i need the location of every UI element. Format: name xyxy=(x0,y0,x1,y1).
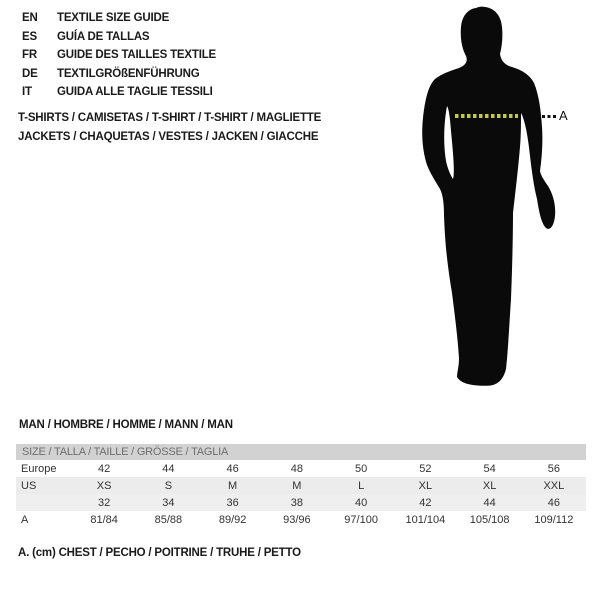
size-cell: 105/108 xyxy=(469,513,510,526)
size-cell: 81/84 xyxy=(90,513,118,526)
product-type-line: T-SHIRTS / CAMISETAS / T-SHIRT / T-SHIRT / MAGLIETTE xyxy=(18,112,322,124)
size-cell: 44 xyxy=(483,496,496,509)
size-cell: S xyxy=(164,479,173,492)
size-cell: XL xyxy=(482,479,497,492)
product-type-line: JACKETS / CHAQUETAS / VESTES / JACKEN / GIACCHE xyxy=(18,131,319,143)
product-type-list xyxy=(18,109,321,147)
size-cell: 44 xyxy=(162,462,175,475)
language-code: EN xyxy=(22,12,38,25)
language-row-fr xyxy=(22,46,216,65)
language-label: GUIDA ALLE TAGLIE TESSILI xyxy=(57,86,213,99)
language-code: IT xyxy=(22,86,32,99)
size-cell: 40 xyxy=(355,496,368,509)
language-code: ES xyxy=(22,30,37,43)
size-cell: 89/92 xyxy=(218,513,247,526)
language-row-es xyxy=(22,28,216,47)
language-label: TEXTILGRÖßENFÜHRUNG xyxy=(57,67,200,80)
section-title-man: MAN / HOMBRE / HOMME / MANN / MAN xyxy=(19,419,233,431)
size-cell: M xyxy=(292,479,302,492)
size-cell: 42 xyxy=(419,496,432,509)
language-code: FR xyxy=(22,49,37,62)
size-cell: 52 xyxy=(419,462,432,475)
size-cell: 42 xyxy=(98,462,111,475)
size-cell: L xyxy=(358,479,365,492)
size-cell: 32 xyxy=(98,496,111,509)
size-cell: 48 xyxy=(290,462,303,475)
size-table-body xyxy=(16,460,586,528)
size-cell: 97/100 xyxy=(344,513,378,526)
size-cell: 46 xyxy=(547,496,560,509)
man-silhouette-shape xyxy=(422,7,555,386)
table-row xyxy=(16,494,586,511)
size-cell: 54 xyxy=(483,462,496,475)
measure-pointer-dashes xyxy=(542,115,557,118)
size-cell: 56 xyxy=(547,462,560,475)
row-label: US xyxy=(21,479,37,492)
language-label: TEXTILE SIZE GUIDE xyxy=(57,12,170,25)
table-row xyxy=(16,511,586,528)
size-cell: 38 xyxy=(290,496,303,509)
row-label: Europe xyxy=(21,462,57,475)
chest-measure-dashed-line xyxy=(455,114,518,118)
size-cell: 101/104 xyxy=(405,513,446,526)
size-cell: XS xyxy=(96,479,112,492)
size-table-header: SIZE / TALLA / TAILLE / GRÖSSE / TAGLIA xyxy=(16,444,586,460)
language-code: DE xyxy=(22,67,38,80)
language-row-it xyxy=(22,83,216,102)
language-row-de xyxy=(22,65,216,84)
row-label: A xyxy=(21,513,29,526)
size-table xyxy=(16,444,586,528)
size-cell: 109/112 xyxy=(534,513,574,526)
size-cell: 34 xyxy=(162,496,175,509)
table-row xyxy=(16,477,586,494)
measurement-footnote: A. (cm) CHEST / PECHO / POITRINE / TRUHE / PETTO xyxy=(18,547,301,559)
size-cell: XXL xyxy=(543,479,565,492)
language-legend xyxy=(22,9,216,102)
size-cell: 85/88 xyxy=(154,513,183,526)
size-cell: 50 xyxy=(355,462,368,475)
size-cell: XL xyxy=(418,479,433,492)
hand-thumb-detail xyxy=(538,216,540,229)
language-label: GUIDE DES TAILLES TEXTILE xyxy=(57,49,216,62)
size-cell: M xyxy=(228,479,238,492)
man-silhouette-figure xyxy=(400,0,600,400)
size-cell: 93/96 xyxy=(283,513,311,526)
size-cell: 46 xyxy=(226,462,239,475)
measure-label-a: A xyxy=(559,108,568,123)
language-row-en xyxy=(22,9,216,28)
size-cell: 36 xyxy=(226,496,239,509)
language-label: GUÍA DE TALLAS xyxy=(57,30,150,43)
man-silhouette-svg xyxy=(400,0,600,400)
table-row xyxy=(16,460,586,477)
